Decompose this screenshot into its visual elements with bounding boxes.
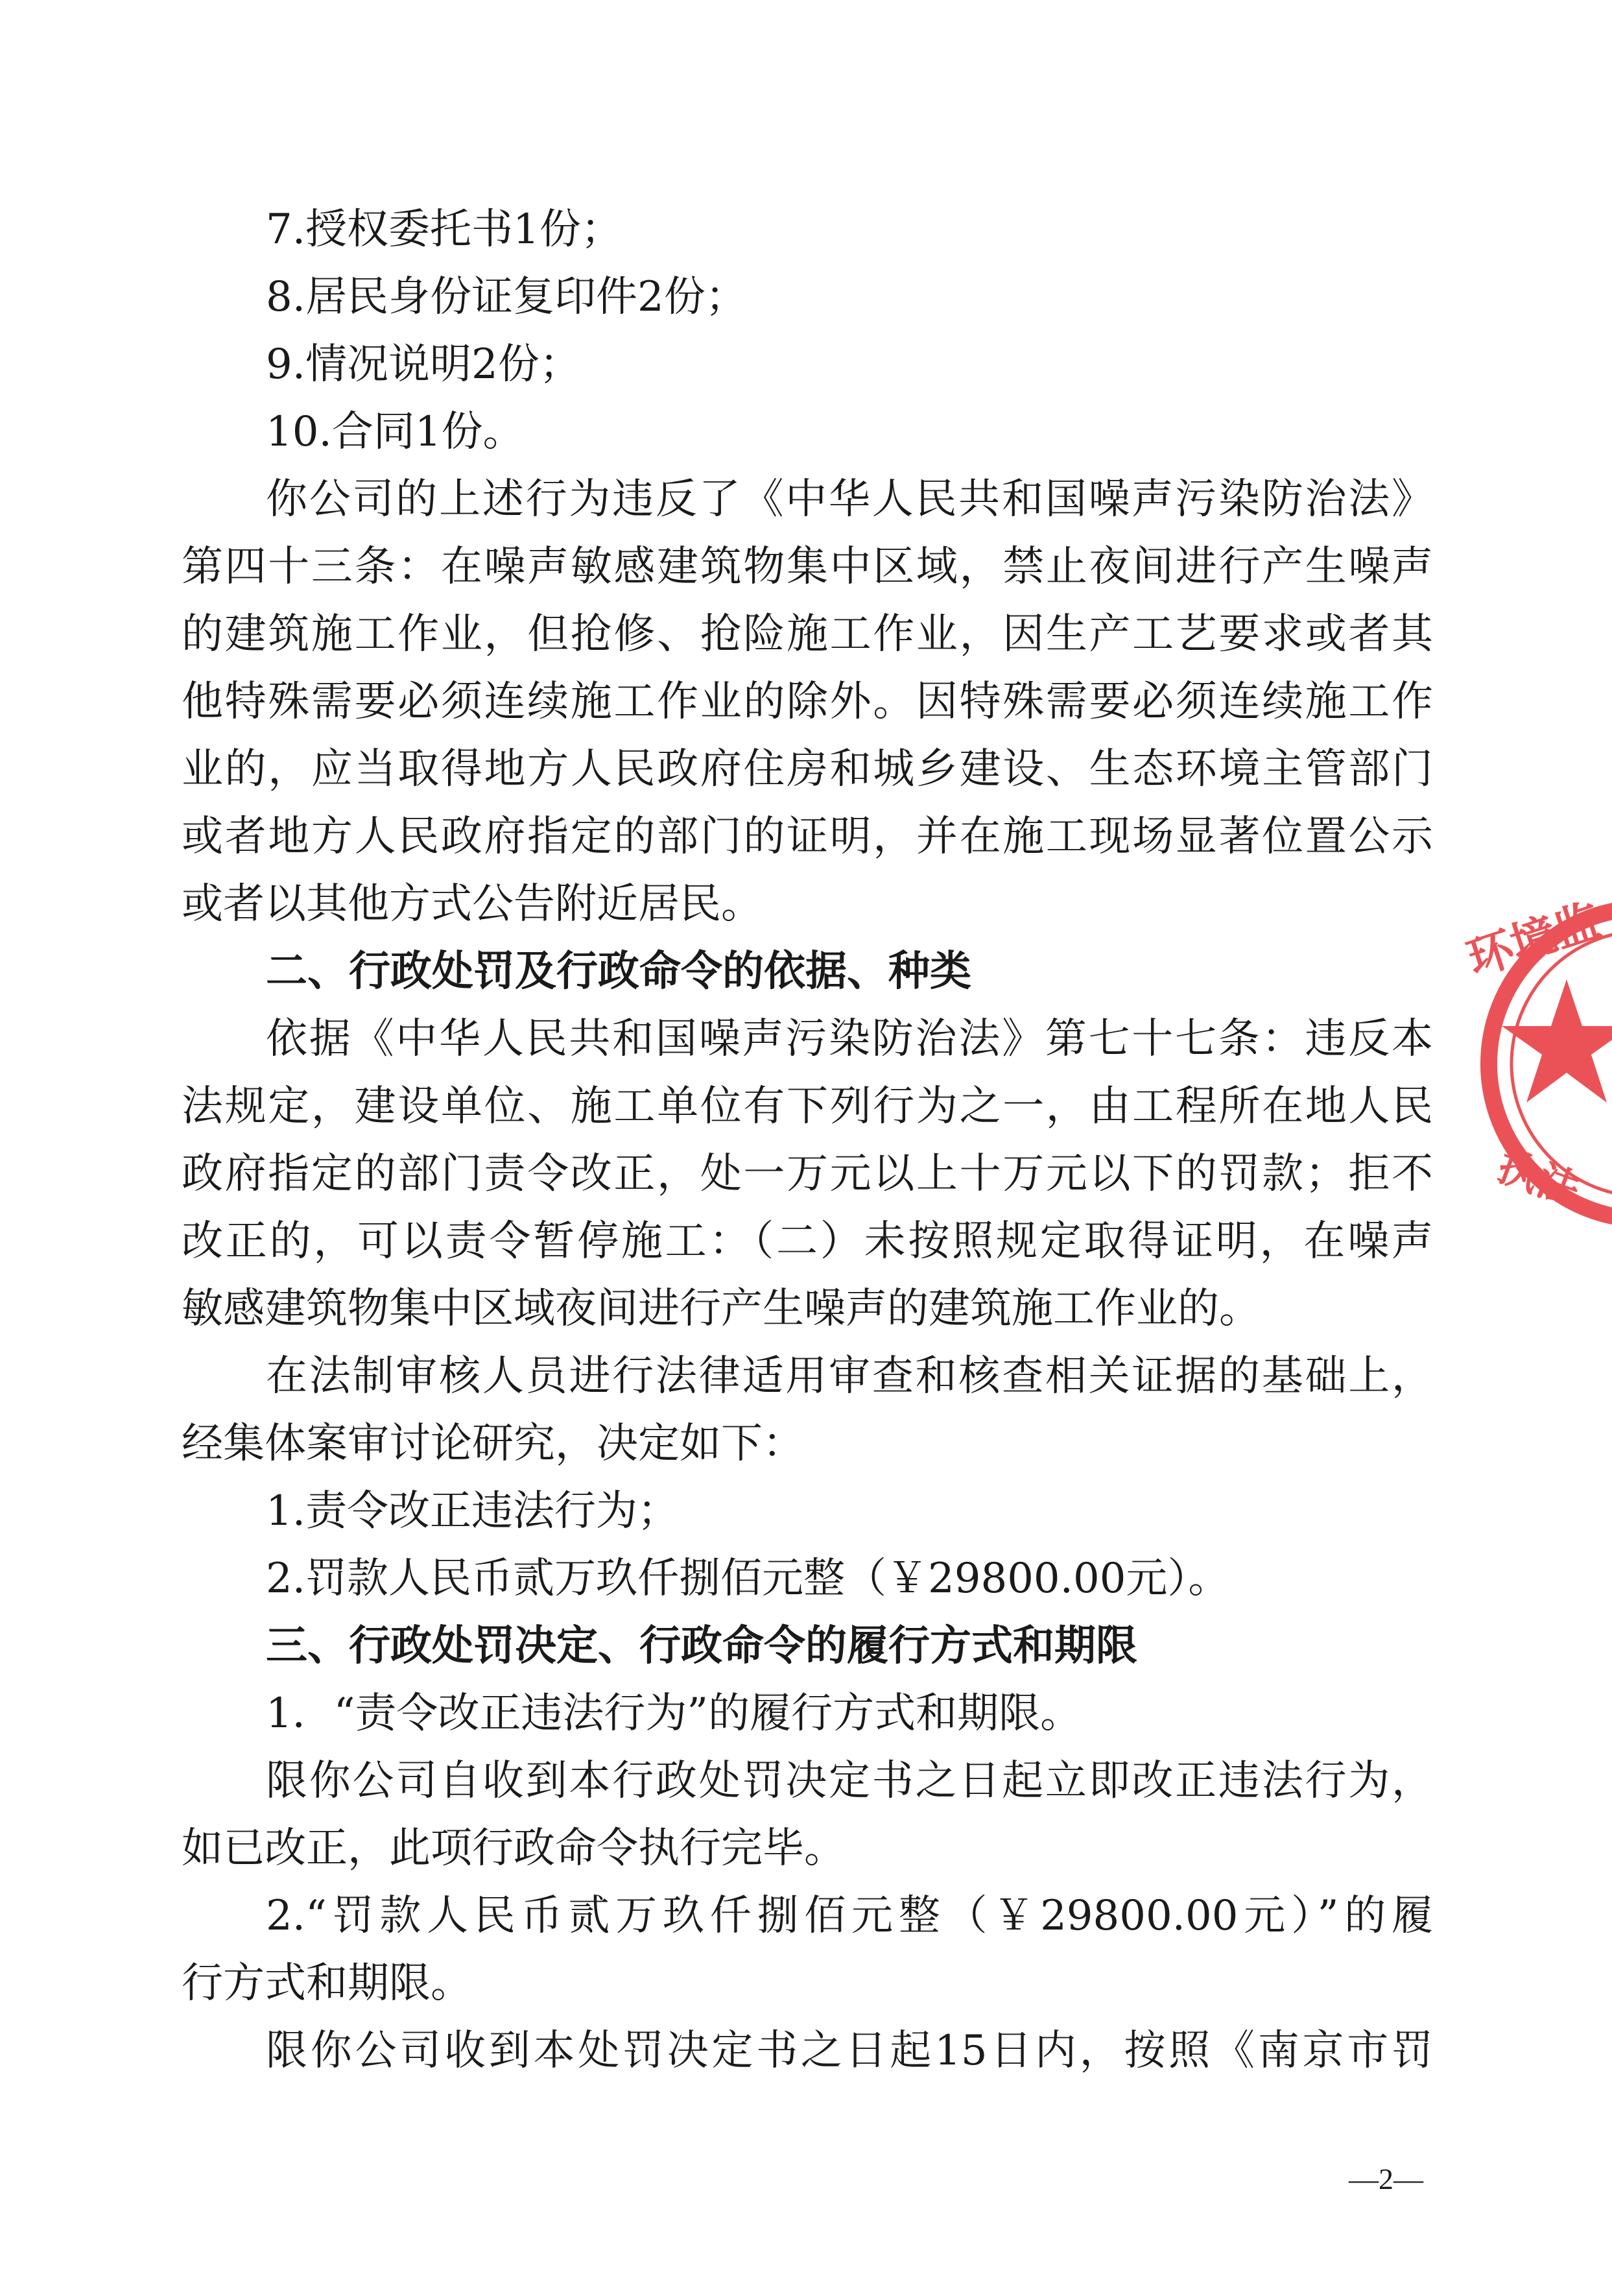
list-item-decision-2: 2.罚款人民币贰万玖仟捌佰元整（￥29800.00元）。 xyxy=(266,1555,1230,1603)
paragraph-violation-line: 他特殊需要必须连续施工作业的除外。因特殊需要必须连续施工作 xyxy=(182,678,1433,726)
seal-star-icon xyxy=(1502,979,1612,1103)
subheading-item-2-continued: 行方式和期限。 xyxy=(182,1959,472,2007)
subheading-item-1: 1．“责令改正违法行为”的履行方式和期限。 xyxy=(266,1690,1082,1738)
paragraph-basis-line: 依据《中华人民共和国噪声污染防治法》第七十七条：违反本 xyxy=(266,1015,1433,1063)
list-item-attachment-9: 9.情况说明2份； xyxy=(266,341,581,389)
paragraph-decision-line: 经集体案审讨论研究，决定如下： xyxy=(182,1420,804,1468)
paragraph-basis-line: 敏感建筑物集中区域夜间进行产生噪声的建筑施工作业的。 xyxy=(182,1285,1261,1333)
paragraph-violation-line: 的建筑施工作业，但抢修、抢险施工作业，因生产工艺要求或者其 xyxy=(182,610,1433,658)
paragraph-item-1-line: 如已改正，此项行政命令执行完毕。 xyxy=(182,1824,846,1872)
list-item-attachment-10: 10.合同1份。 xyxy=(266,408,525,456)
paragraph-item-2-line: 限你公司收到本处罚决定书之日起15日内，按照《南京市罚 xyxy=(266,2027,1433,2075)
paragraph-violation-line: 第四十三条：在噪声敏感建筑物集中区域，禁止夜间进行产生噪声 xyxy=(182,543,1433,591)
section-heading-2: 二、行政处罚及行政命令的依据、种类 xyxy=(266,948,971,996)
subheading-item-2: 2.“罚款人民币贰万玖仟捌佰元整（￥29800.00元）”的履 xyxy=(266,1892,1433,1940)
page-number: —2— xyxy=(1349,2162,1423,2195)
paragraph-violation-line: 业的，应当取得地方人民政府住房和城乡建设、生态环境主管部门 xyxy=(182,745,1433,793)
paragraph-violation-line: 或者以其他方式公告附近居民。 xyxy=(182,880,763,928)
paragraph-violation-line: 或者地方人民政府指定的部门的证明，并在施工现场显著位置公示 xyxy=(182,813,1433,861)
list-item-attachment-8: 8.居民身份证复印件2份； xyxy=(266,273,747,321)
paragraph-basis-line: 改正的，可以责令暂停施工：（二）未按照规定取得证明，在噪声 xyxy=(182,1217,1433,1265)
paragraph-basis-line: 法规定，建设单位、施工单位有下列行为之一，由工程所在地人民 xyxy=(182,1082,1433,1130)
official-seal-stamp xyxy=(1450,882,1612,1232)
paragraph-basis-line: 政府指定的部门责令改正，处一万元以上十万元以下的罚款；拒不 xyxy=(182,1150,1433,1198)
paragraph-violation-line: 你公司的上述行为违反了《中华人民共和国噪声污染防治法》 xyxy=(266,475,1433,523)
paragraph-decision-line: 在法制审核人员进行法律适用审查和核查相关证据的基础上， xyxy=(266,1352,1433,1400)
svg-text:环境监: 环境监 xyxy=(1460,892,1607,987)
svg-text:执法: 执法 xyxy=(1491,1142,1586,1216)
section-heading-3: 三、行政处罚决定、行政命令的履行方式和期限 xyxy=(266,1622,1137,1670)
paragraph-item-1-line: 限你公司自收到本行政处罚决定书之日起立即改正违法行为， xyxy=(266,1757,1433,1805)
list-item-attachment-7: 7.授权委托书1份； xyxy=(266,206,622,254)
list-item-decision-1: 1.责令改正违法行为； xyxy=(266,1487,680,1535)
